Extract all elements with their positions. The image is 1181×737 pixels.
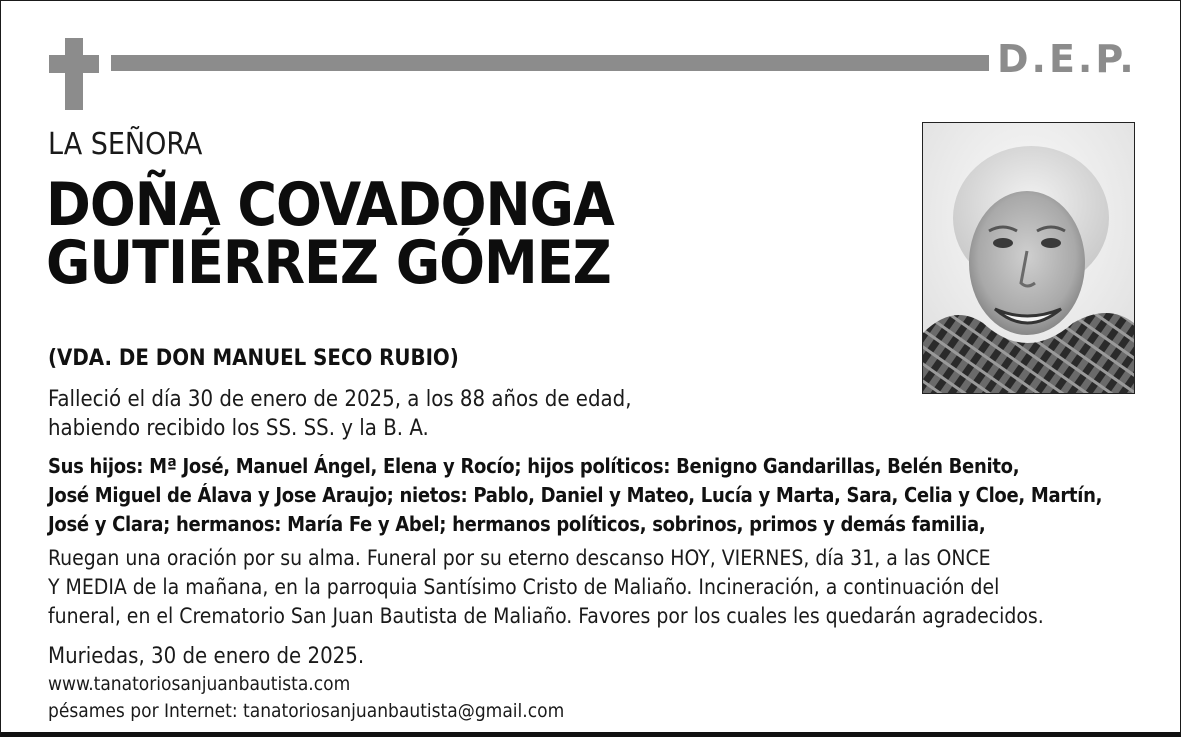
- contact-info: [48, 671, 564, 725]
- dep-label: D.E.P.: [997, 37, 1137, 81]
- condolences-email[interactable]: pésames por Internet: tanatoriosanjuanbautista@gmail.com: [48, 700, 565, 722]
- death-notice-line: Falleció el día 30 de enero de 2025, a los 88 años de edad,: [48, 387, 632, 412]
- family-line: José Miguel de Álava y Jose Araujo; nietos: Pablo, Daniel y Mateo, Lucía y Marta, Sara, Celia y Cloe, Martín,: [48, 483, 1103, 507]
- title-label: LA SEÑORA: [48, 127, 203, 162]
- death-notice: [48, 385, 632, 443]
- death-notice-line: habiendo recibido los SS. SS. y la B. A.: [48, 416, 429, 441]
- deceased-portrait: [922, 122, 1135, 394]
- family-list: [48, 452, 1102, 539]
- funeral-line: Y MEDIA de la mañana, en la parroquia Santísimo Cristo de Maliaño. Incineración, a continuación del: [48, 575, 1000, 599]
- funeral-details: [48, 544, 1044, 631]
- family-line: Sus hijos: Mª José, Manuel Ángel, Elena y Rocío; hijos políticos: Benigno Gandarillas, Belén Benito,: [48, 454, 1020, 478]
- deceased-name-line-1: DOÑA COVADONGA: [46, 170, 614, 240]
- widow-of-label: (VDA. DE DON MANUEL SECO RUBIO): [48, 346, 459, 371]
- deceased-name-line-2: GUTIÉRREZ GÓMEZ: [46, 228, 611, 298]
- cross-icon: [49, 38, 99, 110]
- header-rule: [111, 55, 989, 71]
- place-date: Muriedas, 30 de enero de 2025.: [48, 644, 365, 669]
- website-link[interactable]: www.tanatoriosanjuanbautista.com: [48, 673, 351, 695]
- funeral-line: funeral, en el Crematorio San Juan Bautista de Maliaño. Favores por los cuales les quedarán agradecidos.: [48, 604, 1044, 628]
- family-line: José y Clara; hermanos: María Fe y Abel; hermanos políticos, sobrinos, primos y demás familia,: [48, 512, 986, 536]
- funeral-line: Ruegan una oración por su alma. Funeral por su eterno descanso HOY, VIERNES, día 31, a las ONCE: [48, 546, 991, 570]
